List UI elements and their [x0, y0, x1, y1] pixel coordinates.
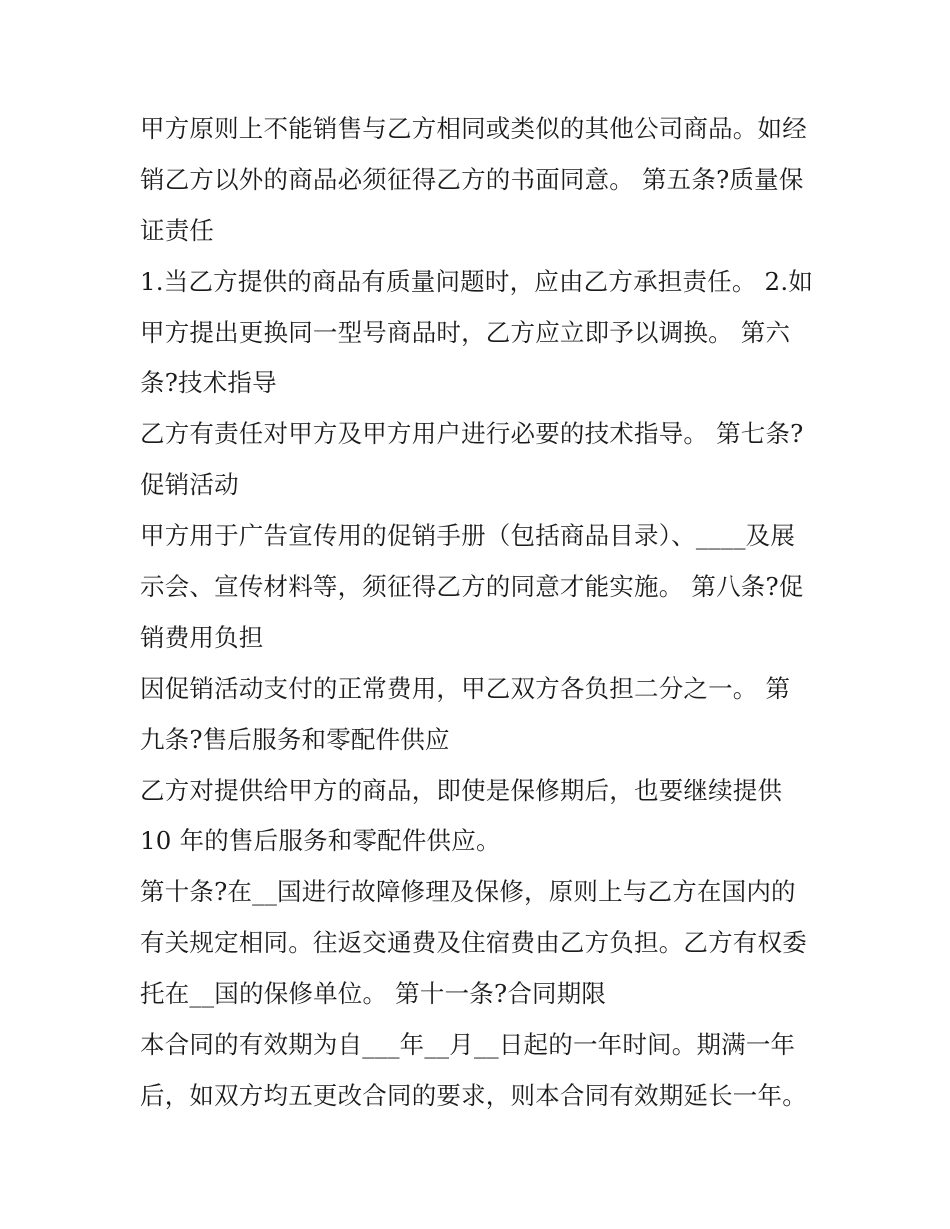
text-line: 因促销活动支付的正常费用，甲乙双方各负担二分之一。 第 [140, 673, 791, 703]
text-line: 乙方有责任对甲方及甲方用户进行必要的技术指导。 第七条? [140, 419, 804, 449]
text-line: 本合同的有效期为自___年__月__日起的一年时间。期满一年 [140, 1030, 796, 1060]
text-line: 促销活动 [140, 470, 239, 500]
text-line: 销乙方以外的商品必须征得乙方的书面同意。 第五条?质量保 [140, 164, 804, 194]
text-line: 有关规定相同。往返交通费及住宿费由乙方负担。乙方有权委 [140, 928, 807, 958]
text-line: 销费用负担 [140, 622, 264, 652]
text-line: 后，如双方均五更改合同的要求，则本合同有效期延长一年。 [140, 1080, 807, 1110]
text-line: 甲方原则上不能销售与乙方相同或类似的其他公司商品。如经 [140, 114, 807, 143]
text-line: 甲方提出更换同一型号商品时，乙方应立即予以调换。 第六 [140, 317, 791, 347]
text-line: 第十条?在__国进行故障修理及保修，原则上与乙方在国内的 [140, 877, 796, 907]
text-line: 甲方用于广告宣传用的促销手册（包括商品目录）、____及展 [140, 521, 796, 551]
text-line: 乙方对提供给甲方的商品，即使是保修期后，也要继续提供 [140, 775, 783, 805]
text-line: 证责任 [140, 215, 215, 245]
text-line: 10 年的售后服务和零配件供应。 [140, 826, 501, 856]
text-line: 条?技术指导 [140, 368, 277, 398]
text-line: 示会、宣传材料等，须征得乙方的同意才能实施。 第八条?促 [140, 572, 804, 602]
text-line: 九条?售后服务和零配件供应 [140, 724, 450, 754]
document-body [140, 104, 820, 1122]
text-line: 托在__国的保修单位。 第十一条?合同期限 [140, 979, 607, 1009]
text-line: 1.当乙方提供的商品有质量问题时，应由乙方承担责任。 2.如 [140, 266, 814, 296]
